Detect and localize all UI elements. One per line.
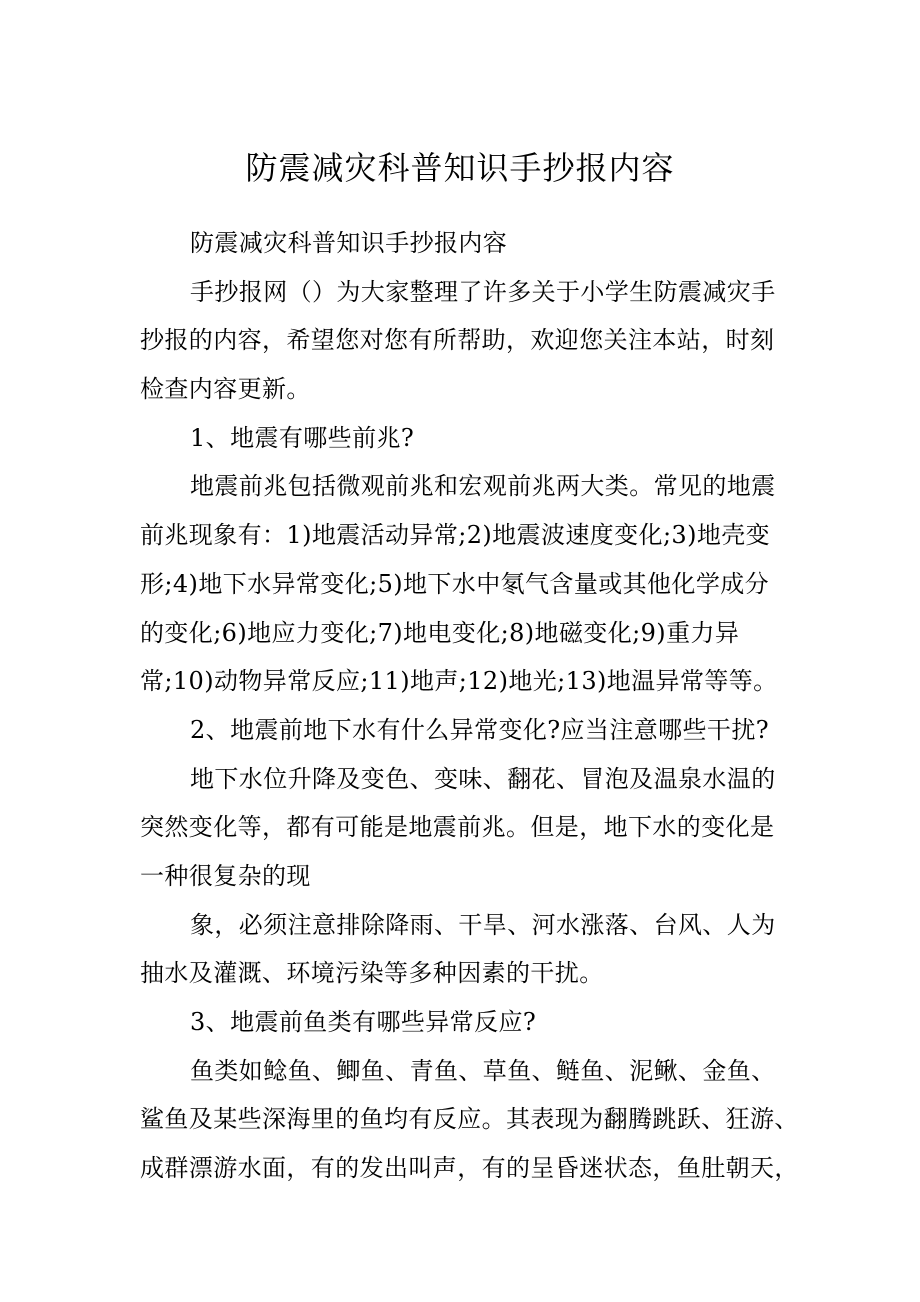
text-line: 一种很复杂的现 bbox=[140, 861, 311, 890]
text-line: 鱼类如鲶鱼、鲫鱼、青鱼、草鱼、鲢鱼、泥鳅、金鱼、 bbox=[190, 1056, 776, 1085]
text-line: 的变化;6)地应力变化;7)地电变化;8)地磁变化;9)重力异 bbox=[140, 618, 740, 647]
text-line: 2、地震前地下水有什么异常变化?应当注意哪些干扰? bbox=[190, 715, 770, 744]
text-line: 前兆现象有：1)地震活动异常;2)地震波速度变化;3)地壳变 bbox=[140, 521, 771, 550]
text-line: 检查内容更新。 bbox=[140, 375, 311, 404]
text-line: 抄报的内容，希望您对您有所帮助，欢迎您关注本站，时刻 bbox=[140, 326, 775, 355]
text-line: 象，必须注意排除降雨、干旱、河水涨落、台风、人为 bbox=[190, 910, 776, 939]
document-title: 防震减灾科普知识手抄报内容 bbox=[245, 149, 675, 187]
text-line: 防震减灾科普知识手抄报内容 bbox=[190, 229, 508, 257]
text-line: 地下水位升降及变色、变味、翻花、冒泡及温泉水温的 bbox=[190, 764, 776, 793]
text-line: 鲨鱼及某些深海里的鱼均有反应。其表现为翻腾跳跃、狂游、 bbox=[140, 1105, 799, 1134]
text-line: 成群漂游水面，有的发出叫声，有的呈昏迷状态，鱼肚朝天， bbox=[140, 1154, 799, 1183]
text-line: 地震前兆包括微观前兆和宏观前兆两大类。常见的地震 bbox=[190, 472, 776, 501]
text-line: 3、地震前鱼类有哪些异常反应? bbox=[190, 1008, 537, 1036]
document-body bbox=[140, 219, 799, 1193]
text-line: 形;4)地下水异常变化;5)地下水中氡气含量或其他化学成分 bbox=[140, 569, 770, 598]
text-line: 1、地震有哪些前兆? bbox=[190, 423, 415, 452]
text-line: 手抄报网（）为大家整理了许多关于小学生防震减灾手 bbox=[190, 277, 776, 306]
text-line: 突然变化等，都有可能是地震前兆。但是，地下水的变化是 bbox=[140, 813, 775, 842]
text-line: 常;10)动物异常反应;11)地声;12)地光;13)地温异常等等。 bbox=[140, 667, 778, 696]
text-line: 抽水及灌溉、环境污染等多种因素的干扰。 bbox=[140, 959, 604, 988]
